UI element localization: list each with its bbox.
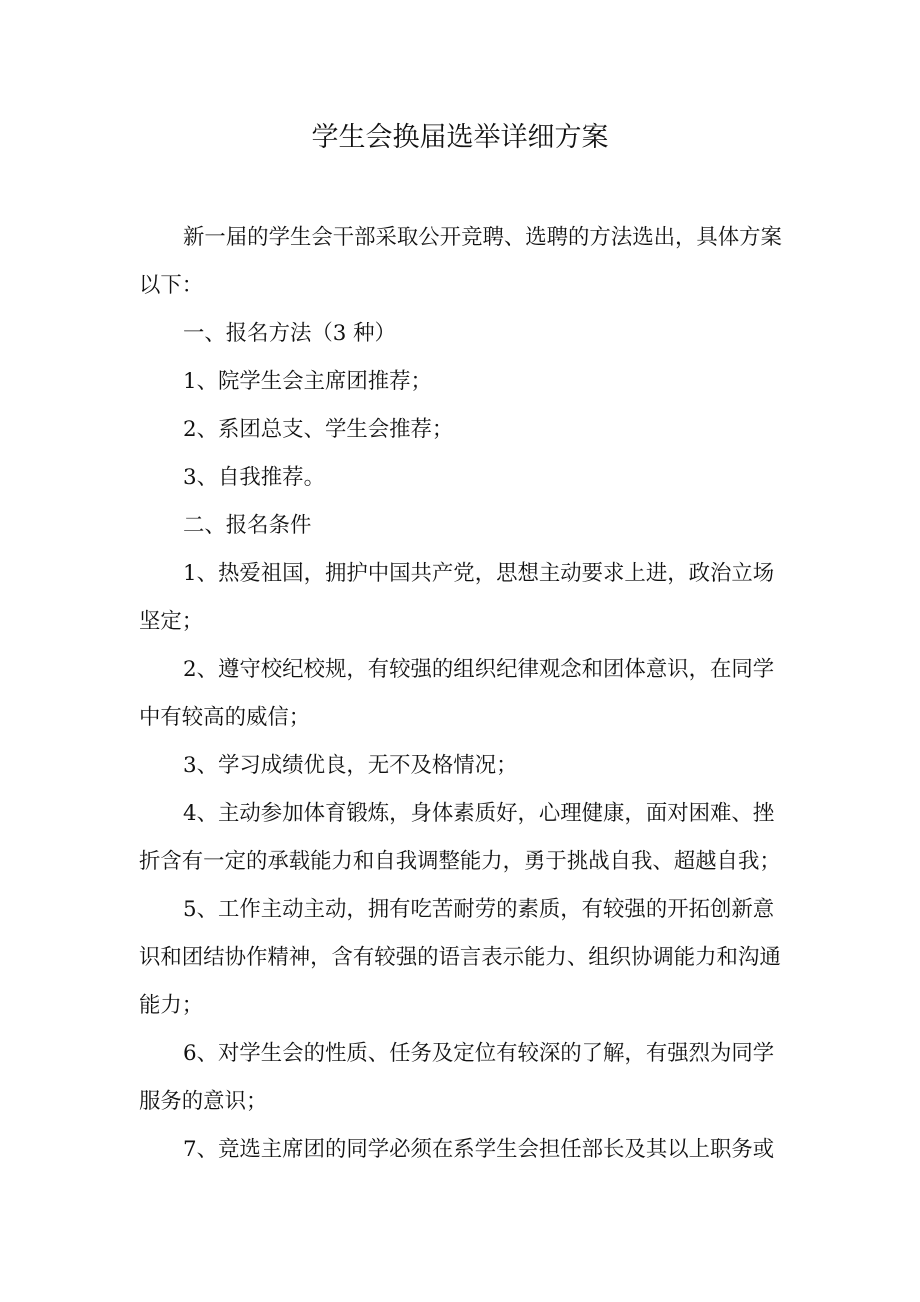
- document-title: 学生会换届选举详细方案: [311, 122, 609, 153]
- text-line: 2、遵守校纪校规，有较强的组织纪律观念和团体意识，在同学: [183, 657, 775, 682]
- text-line: 坚定；: [139, 609, 204, 634]
- text-line: 折含有一定的承载能力和自我调整能力，勇于挑战自我、超越自我；: [139, 849, 781, 874]
- text-line: 1、热爱祖国，拥护中国共产党，思想主动要求上进，政治立场: [183, 561, 775, 586]
- text-line: 7、竞选主席团的同学必须在系学生会担任部长及其以上职务或: [183, 1137, 775, 1162]
- text-line: 二、报名条件: [183, 513, 312, 538]
- paragraph: [139, 502, 789, 550]
- text-line: 4、主动参加体育锻炼，身体素质好，心理健康，面对困难、挫: [183, 801, 775, 826]
- paragraph: [139, 406, 789, 454]
- text-line: 能力；: [139, 993, 204, 1018]
- paragraph: [139, 886, 789, 1030]
- text-line: 2、系团总支、学生会推荐；: [183, 417, 454, 442]
- paragraph: [139, 310, 789, 358]
- paragraph: [139, 1126, 789, 1174]
- text-line: 以下：: [139, 273, 204, 298]
- text-line: 服务的意识；: [139, 1089, 268, 1114]
- text-line: 3、学习成绩优良，无不及格情况；: [183, 753, 518, 778]
- text-line: 1、院学生会主席团推荐；: [183, 369, 432, 394]
- paragraph: [139, 214, 789, 310]
- paragraph: [139, 454, 789, 502]
- text-line: 5、工作主动主动，拥有吃苦耐劳的素质，有较强的开拓创新意: [183, 897, 775, 922]
- paragraph: [139, 742, 789, 790]
- text-line: 3、自我推荐。: [183, 465, 325, 490]
- paragraph: [139, 358, 789, 406]
- text-line: 中有较高的威信；: [139, 705, 311, 730]
- paragraph: [139, 646, 789, 742]
- text-line: 6、对学生会的性质、任务及定位有较深的了解，有强烈为同学: [183, 1041, 775, 1066]
- paragraph: [139, 790, 789, 886]
- document-body: [139, 214, 789, 1174]
- text-line: 识和团结协作精神，含有较强的语言表示能力、组织协调能力和沟通: [139, 945, 781, 970]
- text-line: 一、报名方法（3 种）: [183, 321, 396, 346]
- paragraph: [139, 1030, 789, 1126]
- paragraph: [139, 550, 789, 646]
- text-line: 新一届的学生会干部采取公开竞聘、选聘的方法选出，具体方案: [183, 225, 782, 250]
